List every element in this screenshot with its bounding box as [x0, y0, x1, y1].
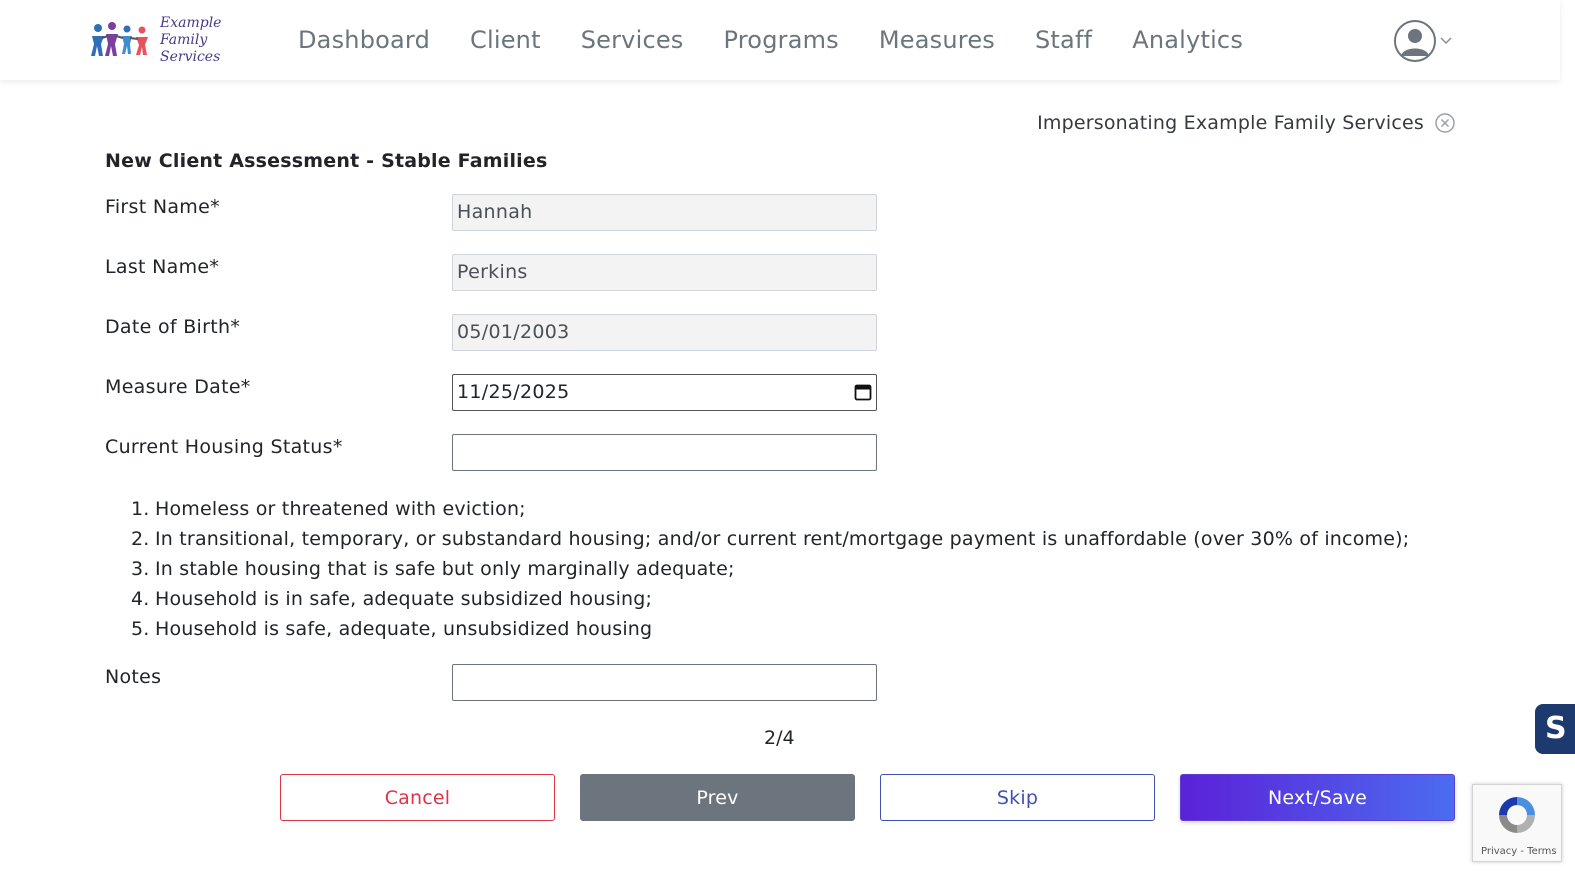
avatar[interactable] [1394, 20, 1436, 62]
brand-name [160, 15, 260, 66]
first-name-field[interactable]: Hannah [452, 194, 877, 231]
nav-staff[interactable]: Staff [1035, 26, 1093, 54]
first-name-row [105, 194, 885, 232]
last-name-field[interactable]: Perkins [452, 254, 877, 291]
list-item: 4. Household is in safe, adequate subsidized housing; [131, 588, 653, 610]
housing-status-input[interactable] [452, 434, 877, 471]
prev-button[interactable]: Prev [580, 774, 855, 821]
list-item: 5. Household is safe, adequate, unsubsidized housing [131, 618, 653, 640]
housing-options-list [131, 494, 1409, 644]
nav-dashboard[interactable]: Dashboard [298, 26, 431, 54]
list-item: 1. Homeless or threatened with eviction; [131, 498, 526, 520]
top-navbar [0, 0, 1560, 80]
nav-programs[interactable]: Programs [723, 26, 839, 54]
side-widget-tab[interactable]: S [1535, 704, 1575, 754]
stop-impersonation-button[interactable] [1434, 112, 1456, 134]
nav-analytics[interactable]: Analytics [1132, 26, 1244, 54]
brand-line1: Example [160, 14, 222, 31]
list-item: 2. In transitional, temporary, or substandard housing; and/or current rent/mortgage payment is unaffordable (over 30% of income); [131, 528, 1410, 550]
measure-date-input[interactable] [452, 374, 877, 411]
recaptcha-icon [1493, 791, 1541, 843]
page-title: New Client Assessment - Stable Families [105, 150, 548, 172]
close-circle-icon [1435, 113, 1455, 133]
last-name-label: Last Name* [105, 256, 220, 278]
calendar-icon[interactable] [854, 383, 872, 401]
housing-status-row [105, 434, 885, 472]
impersonation-banner [1037, 112, 1456, 134]
recaptcha-links[interactable]: Privacy - Terms [1481, 846, 1557, 857]
dob-field[interactable]: 05/01/2003 [452, 314, 877, 351]
dob-label: Date of Birth* [105, 316, 241, 338]
next-save-button[interactable]: Next/Save [1180, 774, 1455, 821]
brand-line2: Family Services [160, 31, 221, 65]
notes-label: Notes [105, 666, 162, 688]
main-nav [298, 24, 1283, 56]
user-icon [1396, 22, 1434, 60]
measure-date-label: Measure Date* [105, 376, 251, 398]
nav-client[interactable]: Client [470, 26, 541, 54]
notes-input[interactable] [452, 664, 877, 701]
list-item: 3. In stable housing that is safe but only marginally adequate; [131, 558, 735, 580]
user-menu[interactable] [1394, 20, 1452, 62]
nav-measures[interactable]: Measures [878, 26, 995, 54]
cancel-button[interactable]: Cancel [280, 774, 555, 821]
first-name-label: First Name* [105, 196, 220, 218]
chevron-down-icon[interactable] [1440, 37, 1452, 45]
page-indicator: 2/4 [764, 727, 795, 749]
recaptcha-badge[interactable] [1472, 784, 1562, 862]
brand-logo[interactable] [90, 14, 260, 65]
last-name-row [105, 254, 885, 292]
skip-button[interactable]: Skip [880, 774, 1155, 821]
impersonation-text: Impersonating Example Family Services [1037, 112, 1424, 134]
notes-row [105, 664, 885, 702]
housing-status-label: Current Housing Status* [105, 436, 343, 458]
measure-date-row [105, 374, 885, 412]
measure-date-value: 11/25/2025 [457, 381, 570, 403]
dob-row [105, 314, 885, 352]
nav-services[interactable]: Services [580, 26, 684, 54]
family-figures-icon [90, 22, 152, 58]
